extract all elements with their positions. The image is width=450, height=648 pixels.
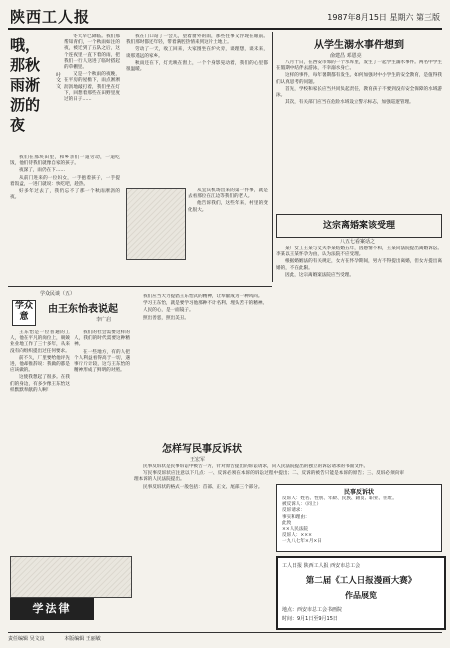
illustration-rain [126,188,186,260]
feature-body-top: 冬天早已降临。我们那帮知青们，一个秋雨如注的夜，被迁到了五队之后，这个连夜里一直下着的雨，把我们一行人送进了临时搭起的草棚里。 又是一个秋雨的夜晚，在平房的屋檐下，雨点淅淅沥沥地敲打着，我们坐在灯下，回想着那些在田野里度过的日子…… [64,34,120,103]
feature-title-line: 哦， [10,36,41,54]
wang-article-byline: 李广启 [96,317,112,323]
ad-organizers: 工人日报 陕西工人报 西安市总工会 [282,563,361,569]
center-mid-article: 从宜宾机场出来的第一件事，就是去看那位在江边等我们的老人。 他告诉我们，这些年来，村里的变化很大。 [188,188,268,213]
wang-article-body-2: 我们的社会需要这样的人，我们的时代需要这种精神。 在一些地方，有的人把个人利益看得高于一切，遇事斤斤计较，这与王东怡的精神形成了鲜明的对照。 [74,330,130,374]
ad-dates: 时间：9月1日至9月15日 [282,616,338,622]
marriage-article-title: 这宗离婚案该受理 [322,221,395,231]
feature-title-line: 夜 [10,116,26,134]
sample-form-title: 民事反诉状 [343,489,374,496]
ad-location: 地点：西安市总工会书画院 [282,607,343,613]
dateline: 1987年8月15日 星期六 第三版 [327,13,440,22]
feature-byline: 叶文 文 [55,72,61,89]
ad-title: 第二届《工人日报漫画大赛》 [305,576,417,586]
column-rule [272,32,273,282]
lawsuit-article-body: 民事反诉状是民事诉讼中被告一方，针对原告提出的诉讼请求，向人民法院提出的独立的诉讼请求的书面文件。 写民事反诉状应注意以下几点：一、反诉必须在本诉的诉讼过程中提出；二、反诉的被告只能是本诉的原告；三、反诉必须向审理本诉的人民法院提出。 民事反诉状的格式一般包括：首部、正文、尾部三个部分。 [134,464,404,490]
masthead [8,6,442,30]
feature-body: 我们在那块田里，和乡亲们一道劳动，一道吃饭，他们待我们就像自家的孩子。 夜深了，雨仍在下…… 从前门进来的一位妇女，一手抱着孩子，一手提着饭盒，一进门就说：快吃吧，趁热。 好多年过去了，我仍忘不了那一个秋雨淅沥的夜。 [10,155,120,201]
sample-form-lines: 反诉人：姓名、性别、年龄、民族、籍贯、职业、住址。 被反诉人：（同上） 反诉请求： 事实和理由： 此致 ××人民法院 反诉人：××× 一九八七年×月×日 [282,496,397,545]
top-center-article: 我在门口站了一会儿，望着窗外的雨，那些往事又浮现在眼前。我们那时都还年轻，带着满腔热情来到这片土地上。 劳动了一天，收工回来，大家围坐在炉火旁，谈理想，谈未来，谈那遥远的家乡。 秋雨还在下，灯光映在窗上，一个个身影晃动着，我们的心里都很温暖。 [126,34,268,73]
footer-editor: 责任编辑 吴文良 [8,636,45,642]
marriage-article-subtitle: 八五七看案话之 [340,239,376,245]
wang-article-title: 由王东怡表说起 [48,304,118,315]
drowning-article-body: 八月十日，在西安市郊的一个水库里，发生了一起学生溺水事件。两名中学生在假期中结伴去游泳，不幸溺水身亡。 这样的事件，每年暑期都有发生。如何加强对中小学生的安全教育，是值得我们认真思考的问题。 首先，学校和家长应当共同负起责任，教育孩子不要到没有安全保障的水域游泳。 其次，有关部门应当在危险水域设立警示标志，加强巡逻管理。 [276,60,442,106]
lawsuit-article-title: 怎样写民事反诉状 [162,444,242,455]
newspaper-brand: 陕西工人报 [10,8,91,26]
column-stamp: 学众意 [12,300,36,326]
footer-designer: 本版编辑 王丽敏 [64,636,101,642]
wang-article-series: 学众民谈（五） [40,291,76,297]
ad-subtitle: 作品展览 [345,590,377,600]
wang-article-body-1: 王东怡是一位普通的工人，他在平凡的岗位上，兢兢业业地工作了三十多年，从来没有向组织提出过任何要求。 前不久，厂里要给他评先进，他却推辞说：我做的都是应该做的。 这使我想起了很多。在我们的身边，有多少像王东怡这样默默奉献的人啊！ [10,330,70,393]
comic-illustration [10,556,132,598]
comic-label: 学法律 [10,598,94,620]
feature-title-line: 那秋 [10,56,41,74]
marriage-article-body: 某厂女工王某与丈夫李某结婚五年，因感情不和，王某向法院提出离婚诉讼。李某以王某怀孕为由，认为法院不应受理。 根据婚姻法的有关规定，女方在怀孕期间，男方不得提出离婚，但女方提出离婚的，不在此限。 因此，这宗离婚案法院应当受理。 [276,246,442,278]
feature-title [10,36,46,136]
section-rule [8,286,272,287]
page-footer [8,632,442,642]
feature-title-line: 雨淅 [10,76,41,94]
lawsuit-article-byline: 王宏军 [190,457,206,463]
wang-article-body-3: 我们应当大力提倡王东怡式的精神，让奉献成为一种风尚。 学习王东怡，就是要学习他那种不计名利、埋头苦干的精神。 人民的心，是一面镜子。 照出善恶，照出美丑。 [143,294,268,321]
feature-title-line: 沥的 [10,96,41,114]
drowning-article-byline: 俞建昌 邓恩亮 [330,53,362,59]
drowning-article-title: 从学生溺水事件想到 [314,40,404,51]
exhibition-ad [276,556,446,630]
